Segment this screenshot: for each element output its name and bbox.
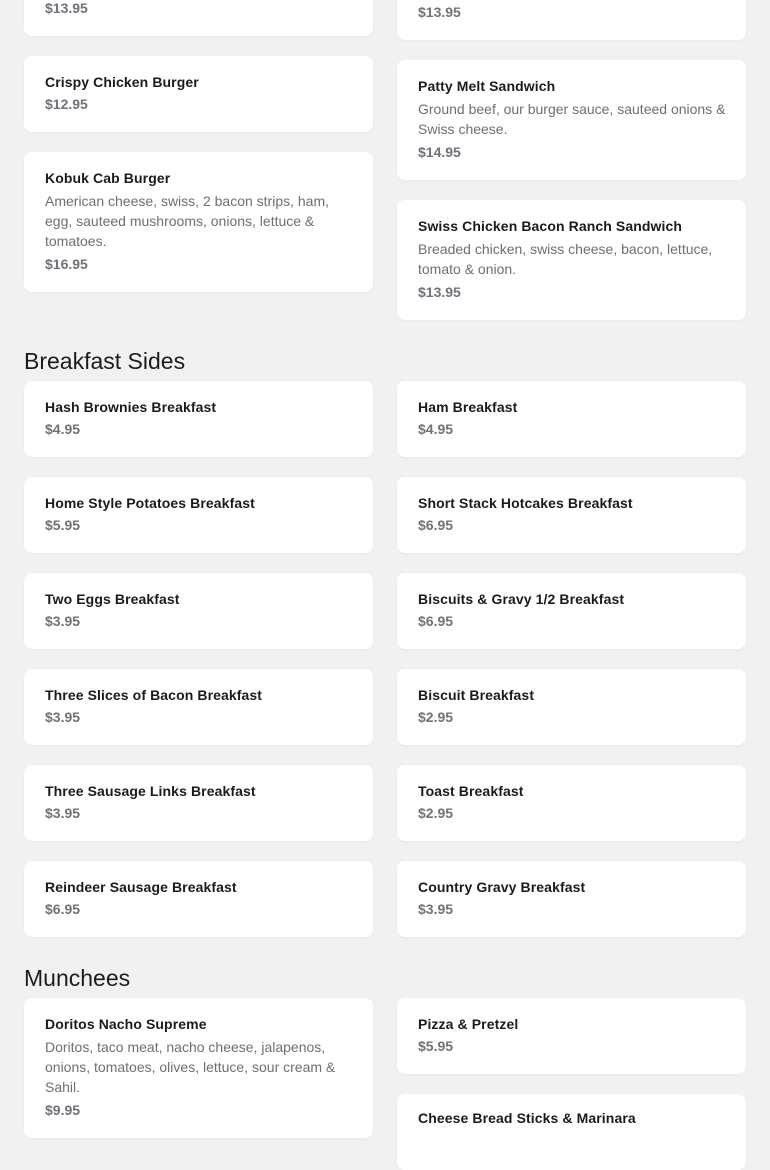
item-name: Ham Breakfast <box>418 399 518 415</box>
item-price: $13.95 <box>418 284 461 300</box>
item-price: $13.95 <box>45 0 88 16</box>
menu-item-card[interactable] <box>24 669 373 745</box>
menu-item-card[interactable] <box>24 56 373 132</box>
menu-item-card[interactable] <box>397 669 746 745</box>
menu-item-card[interactable] <box>24 152 373 292</box>
item-name: Biscuits & Gravy 1/2 Breakfast <box>418 591 625 607</box>
menu-item-card[interactable] <box>397 60 746 180</box>
item-name: Reindeer Sausage Breakfast <box>45 879 237 895</box>
item-description: Breaded chicken, swiss cheese, bacon, lettuce, tomato & onion. <box>418 241 713 277</box>
item-price: $6.95 <box>45 901 81 917</box>
menu-item-card[interactable] <box>24 0 373 36</box>
item-price: $5.95 <box>45 517 81 533</box>
item-price: $5.95 <box>418 1038 454 1054</box>
item-name: Patty Melt Sandwich <box>418 78 556 94</box>
menu-item-card[interactable] <box>24 765 373 841</box>
item-description: American cheese, swiss, 2 bacon strips, ham, egg, sauteed mushrooms, onions, lettuce & tomatoes. <box>45 193 330 249</box>
item-price: $3.95 <box>45 613 81 629</box>
item-price: $13.95 <box>418 4 461 20</box>
menu-item-card[interactable] <box>397 861 746 937</box>
menu-item-card[interactable] <box>397 0 746 40</box>
menu-item-card[interactable] <box>397 765 746 841</box>
item-price: $2.95 <box>418 805 454 821</box>
item-price: $12.95 <box>45 96 88 112</box>
item-price: $3.95 <box>418 901 454 917</box>
item-price: $2.95 <box>418 709 454 725</box>
menu-item-card[interactable] <box>24 573 373 649</box>
item-name: Three Sausage Links Breakfast <box>45 783 256 799</box>
menu-item-card[interactable] <box>397 573 746 649</box>
menu-item-card[interactable] <box>397 381 746 457</box>
menu-item-card[interactable] <box>397 1094 746 1170</box>
item-name: Short Stack Hotcakes Breakfast <box>418 495 633 511</box>
item-name: Home Style Potatoes Breakfast <box>45 495 255 511</box>
item-name: Kobuk Cab Burger <box>45 170 171 186</box>
item-description: Doritos, taco meat, nacho cheese, jalapenos, onions, tomatoes, olives, lettuce, sour cream & Sahil. <box>45 1039 336 1095</box>
item-name: Crispy Chicken Burger <box>45 74 199 90</box>
menu-item-card[interactable] <box>24 998 373 1138</box>
menu-item-card[interactable] <box>24 861 373 937</box>
item-name: Swiss Chicken Bacon Ranch Sandwich <box>418 218 683 234</box>
section-title: Munchees <box>24 965 131 991</box>
item-name: Two Eggs Breakfast <box>45 591 180 607</box>
item-price: $6.95 <box>418 517 454 533</box>
item-name: Pizza & Pretzel <box>418 1016 519 1032</box>
item-price: $3.95 <box>45 805 81 821</box>
menu-item-card[interactable] <box>397 998 746 1074</box>
item-price: $14.95 <box>418 144 461 160</box>
item-name: Country Gravy Breakfast <box>418 879 586 895</box>
item-name: Hash Brownies Breakfast <box>45 399 217 415</box>
item-name: Doritos Nacho Supreme <box>45 1016 207 1032</box>
menu-item-card[interactable] <box>24 477 373 553</box>
item-price: $6.95 <box>418 613 454 629</box>
item-price: $4.95 <box>45 421 81 437</box>
item-name: Cheese Bread Sticks & Marinara <box>418 1110 636 1126</box>
item-name: Biscuit Breakfast <box>418 687 535 703</box>
item-price: $9.95 <box>45 1102 81 1118</box>
item-description: Ground beef, our burger sauce, sauteed onions & Swiss cheese. <box>418 101 726 137</box>
menu-item-card[interactable] <box>24 381 373 457</box>
menu-item-card[interactable] <box>397 200 746 320</box>
menu-item-card[interactable] <box>397 477 746 553</box>
item-price: $3.95 <box>45 709 81 725</box>
item-name: Toast Breakfast <box>418 783 524 799</box>
item-price: $16.95 <box>45 256 88 272</box>
item-price: $4.95 <box>418 421 454 437</box>
item-name: Three Slices of Bacon Breakfast <box>45 687 263 703</box>
section-title: Breakfast Sides <box>24 348 186 374</box>
